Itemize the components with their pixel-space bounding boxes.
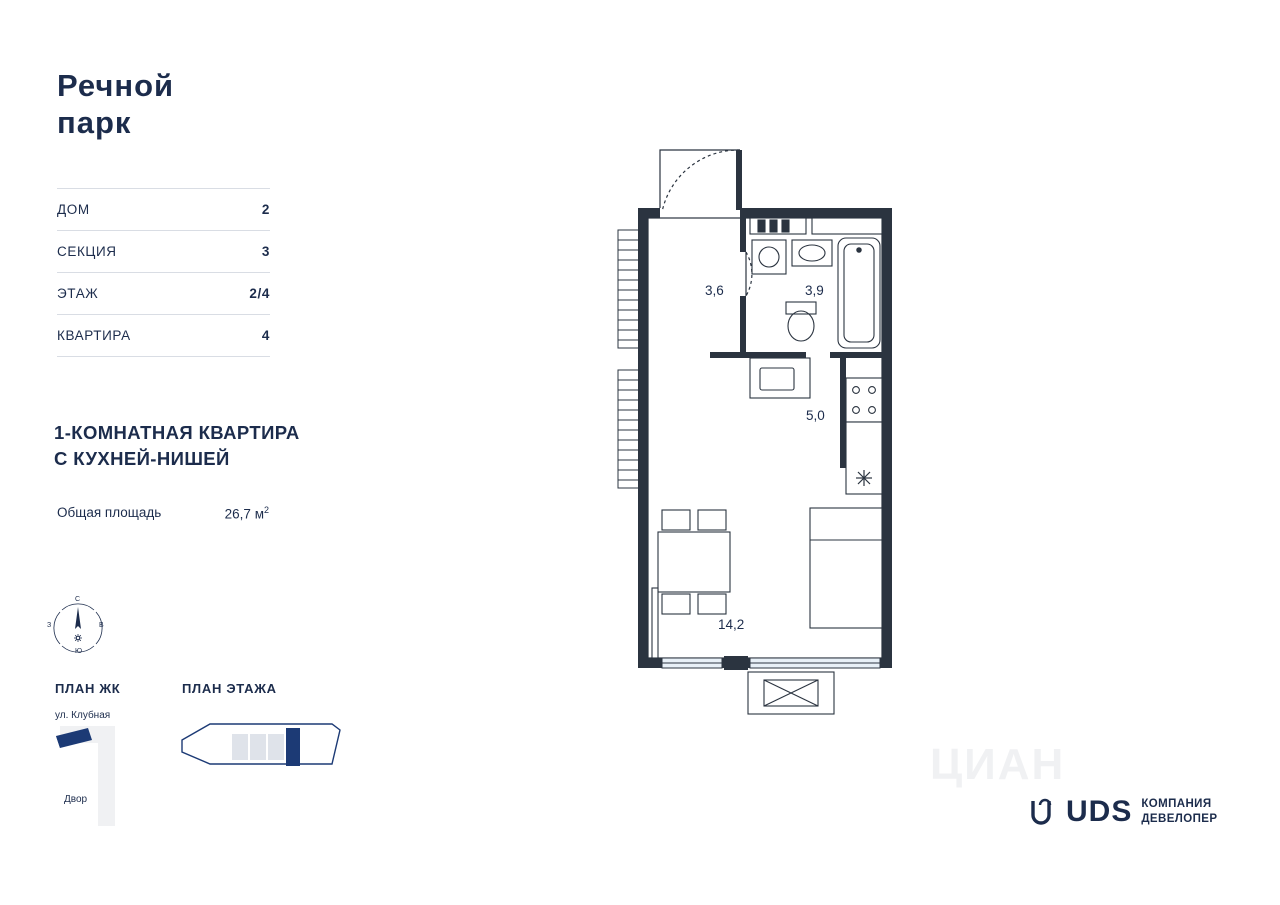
table-row — [57, 231, 270, 273]
brand-logo — [57, 68, 174, 141]
table-row — [57, 273, 270, 315]
uds-tagline-line-1: КОМПАНИЯ — [1141, 798, 1212, 811]
apartment-spec-table — [57, 188, 270, 357]
spec-key: СЕКЦИЯ — [57, 244, 117, 259]
living-room-furniture — [652, 508, 882, 658]
compass-label-south: Ю — [75, 648, 83, 655]
street-name-label: ул. Клубная — [55, 710, 111, 721]
floor-plan-drawing — [600, 120, 930, 730]
total-area-label: Общая площадь — [57, 505, 162, 520]
floor-plan-svg — [180, 718, 350, 778]
room-area-hallway: 3,6 — [705, 283, 724, 298]
zhk-plan-label: ПЛАН ЖК — [55, 681, 121, 696]
spec-key: КВАРТИРА — [57, 328, 131, 343]
spec-key: ДОМ — [57, 202, 90, 217]
uds-tagline — [1141, 797, 1217, 826]
entrance-door-leaf — [736, 150, 742, 210]
window-mullion — [724, 656, 748, 670]
compass-rose — [46, 596, 110, 660]
compass-label-east: В — [99, 622, 104, 629]
uds-mark-icon — [1029, 797, 1057, 827]
floor-plan-label: ПЛАН ЭТАЖА — [182, 681, 277, 696]
total-area-unit-sup: 2 — [263, 505, 269, 515]
uds-logo — [1029, 795, 1217, 829]
compass-label-north: С — [75, 596, 81, 603]
brand-line-2: парк — [57, 104, 132, 140]
uds-wordmark: UDS — [1066, 795, 1133, 828]
total-area-value — [225, 505, 269, 522]
room-area-bathroom: 3,9 — [805, 283, 824, 298]
spec-value: 3 — [261, 244, 270, 259]
page-title-line-2: С КУХНЕЙ-НИШЕЙ — [54, 448, 230, 470]
page-title — [54, 420, 384, 473]
balcony — [748, 672, 834, 714]
total-area-number: 26,7 — [224, 506, 251, 522]
yard-label: Двор — [64, 794, 88, 805]
spec-key: ЭТАЖ — [57, 286, 99, 301]
table-row — [57, 188, 270, 231]
spec-value: 4 — [261, 328, 270, 343]
apartment-floor-plan — [600, 120, 930, 735]
room-area-living: 14,2 — [718, 617, 745, 632]
room-area-kitchen: 5,0 — [806, 408, 825, 423]
brand-line-1: Речной — [57, 68, 175, 103]
kitchen-fixtures — [750, 358, 882, 494]
table-row — [57, 315, 270, 357]
entrance-door — [660, 150, 740, 212]
floor-plan-diagram — [180, 718, 350, 783]
compass-label-west: З — [47, 622, 52, 629]
spec-value: 2/4 — [249, 286, 270, 301]
watermark: ЦИАН — [930, 740, 1066, 789]
zhk-plan-svg — [48, 718, 148, 828]
page-title-line-1: 1-КОМНАТНАЯ КВАРТИРА — [54, 422, 300, 443]
windows — [662, 658, 880, 668]
spec-value: 2 — [261, 202, 270, 217]
bathroom-door — [746, 252, 752, 296]
total-area-row — [57, 505, 269, 522]
total-area-unit: м — [254, 506, 264, 522]
zhk-plan-diagram — [48, 718, 148, 833]
uds-tagline-line-2: ДЕВЕЛОПЕР — [1141, 813, 1218, 825]
